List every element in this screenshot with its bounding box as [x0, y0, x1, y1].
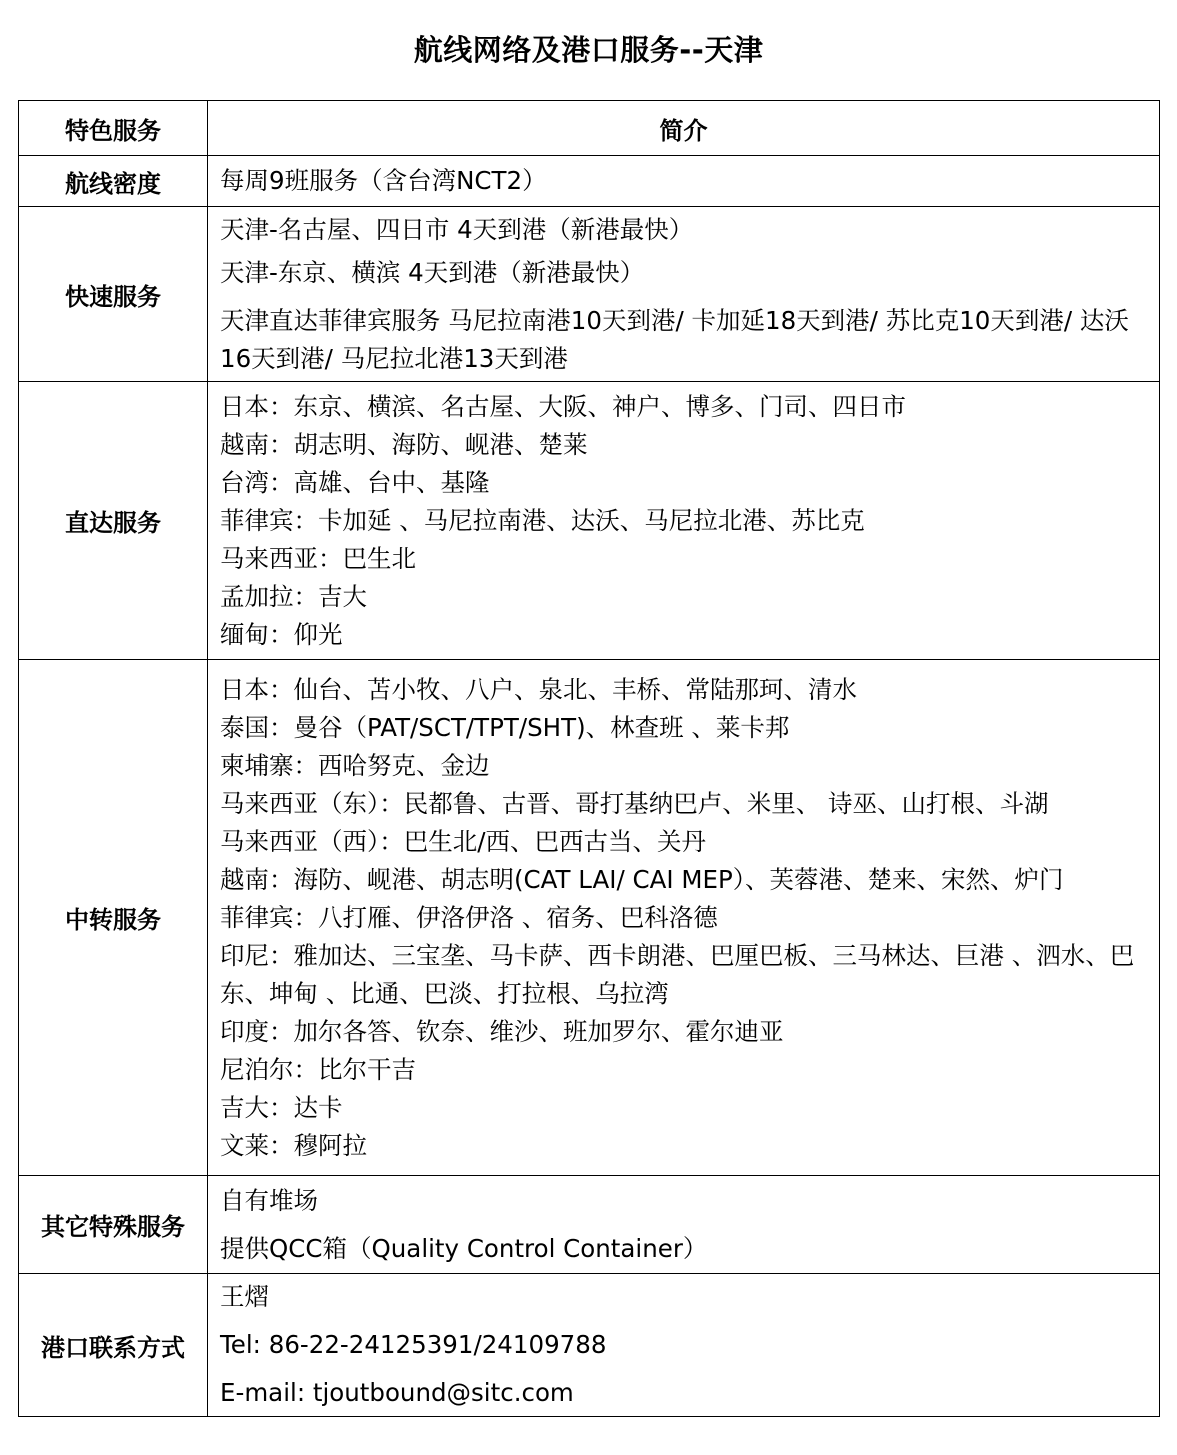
- row-content: [208, 156, 1160, 207]
- content-line: 自有堆场: [220, 1185, 318, 1215]
- content-line: 越南：胡志明、海防、岘港、楚莱: [220, 429, 588, 459]
- row-label: 直达服务: [19, 382, 208, 660]
- contact-name: 王熠: [220, 1282, 269, 1311]
- content-line: 泰国：曼谷（PAT/SCT/TPT/SHT)、林查班 、莱卡邦: [220, 712, 790, 742]
- table-header-row: [19, 101, 1160, 156]
- row-content: [208, 382, 1160, 660]
- content-line: 日本：仙台、苫小牧、八户、泉北、丰桥、常陆那珂、清水: [220, 674, 857, 704]
- row-label: 快速服务: [19, 207, 208, 382]
- content-line: 尼泊尔：比尔干吉: [220, 1054, 416, 1084]
- content-line: 印度：加尔各答、钦奈、维沙、班加罗尔、霍尔迪亚: [220, 1016, 784, 1046]
- table-row-transshipment-service: [19, 660, 1160, 1176]
- content-line: 文莱：穆阿拉: [220, 1130, 367, 1160]
- header-feature-service: 特色服务: [19, 101, 208, 156]
- content-line: 马来西亚（西）：巴生北/西、巴西古当、关丹: [220, 826, 707, 856]
- contact-email[interactable]: E-mail: tjoutbound@sitc.com: [220, 1378, 574, 1407]
- content-line: 天津直达菲律宾服务 马尼拉南港10天到港/ 卡加延18天到港/ 苏比克10天到港/ 达沃 16天到港/ 马尼拉北港13天到港: [220, 305, 1129, 373]
- row-label: 其它特殊服务: [19, 1176, 208, 1274]
- row-content: [208, 1274, 1160, 1417]
- content-line: 提供QCC箱（Quality Control Container）: [220, 1233, 708, 1263]
- row-label: 航线密度: [19, 156, 208, 207]
- table-row-port-contact: [19, 1274, 1160, 1417]
- content-line: 天津-名古屋、四日市 4天到港（新港最快）: [220, 214, 694, 244]
- content-line: 天津-东京、横滨 4天到港（新港最快）: [220, 257, 645, 287]
- content-line: 柬埔寨：西哈努克、金边: [220, 750, 490, 780]
- service-table: [18, 100, 1160, 1417]
- content-line: 日本：东京、横滨、名古屋、大阪、神户、博多、门司、四日市: [220, 391, 906, 421]
- table-row-route-density: [19, 156, 1160, 207]
- row-label: 中转服务: [19, 660, 208, 1176]
- contact-tel: Tel: 86-22-24125391/24109788: [220, 1330, 607, 1359]
- row-content: [208, 207, 1160, 382]
- content-line: 菲律宾：卡加延 、马尼拉南港、达沃、马尼拉北港、苏比克: [220, 505, 865, 535]
- content-line: 印尼：雅加达、三宝垄、马卡萨、西卡朗港、巴厘巴板、三马林达、巨港 、泗水、巴东、坤甸 、比通、巴淡、打拉根、乌拉湾: [220, 940, 1135, 1008]
- content-line: 孟加拉：吉大: [220, 581, 367, 611]
- content-line: 菲律宾：八打雁、伊洛伊洛 、宿务、巴科洛德: [220, 902, 718, 932]
- table-row-fast-service: [19, 207, 1160, 382]
- content-line: 马来西亚（东）：民都鲁、古晋、哥打基纳巴卢、米里、 诗巫、山打根、斗湖: [220, 788, 1049, 818]
- table-row-direct-service: [19, 382, 1160, 660]
- content-line: 台湾：高雄、台中、基隆: [220, 467, 490, 497]
- row-label: 港口联系方式: [19, 1274, 208, 1417]
- content-line: 每周9班服务（含台湾NCT2）: [220, 166, 547, 195]
- row-content: [208, 1176, 1160, 1274]
- content-line: 马来西亚：巴生北: [220, 543, 416, 573]
- header-introduction: 简介: [208, 101, 1160, 156]
- content-line: 缅甸：仰光: [220, 619, 343, 649]
- table-row-special-services: [19, 1176, 1160, 1274]
- content-line: 吉大：达卡: [220, 1092, 343, 1122]
- content-line: 越南：海防、岘港、胡志明(CAT LAI/ CAI MEP）、芙蓉港、楚来、宋然、炉门: [220, 864, 1064, 894]
- page-title: 航线网络及港口服务--天津: [413, 33, 764, 67]
- row-content: [208, 660, 1160, 1176]
